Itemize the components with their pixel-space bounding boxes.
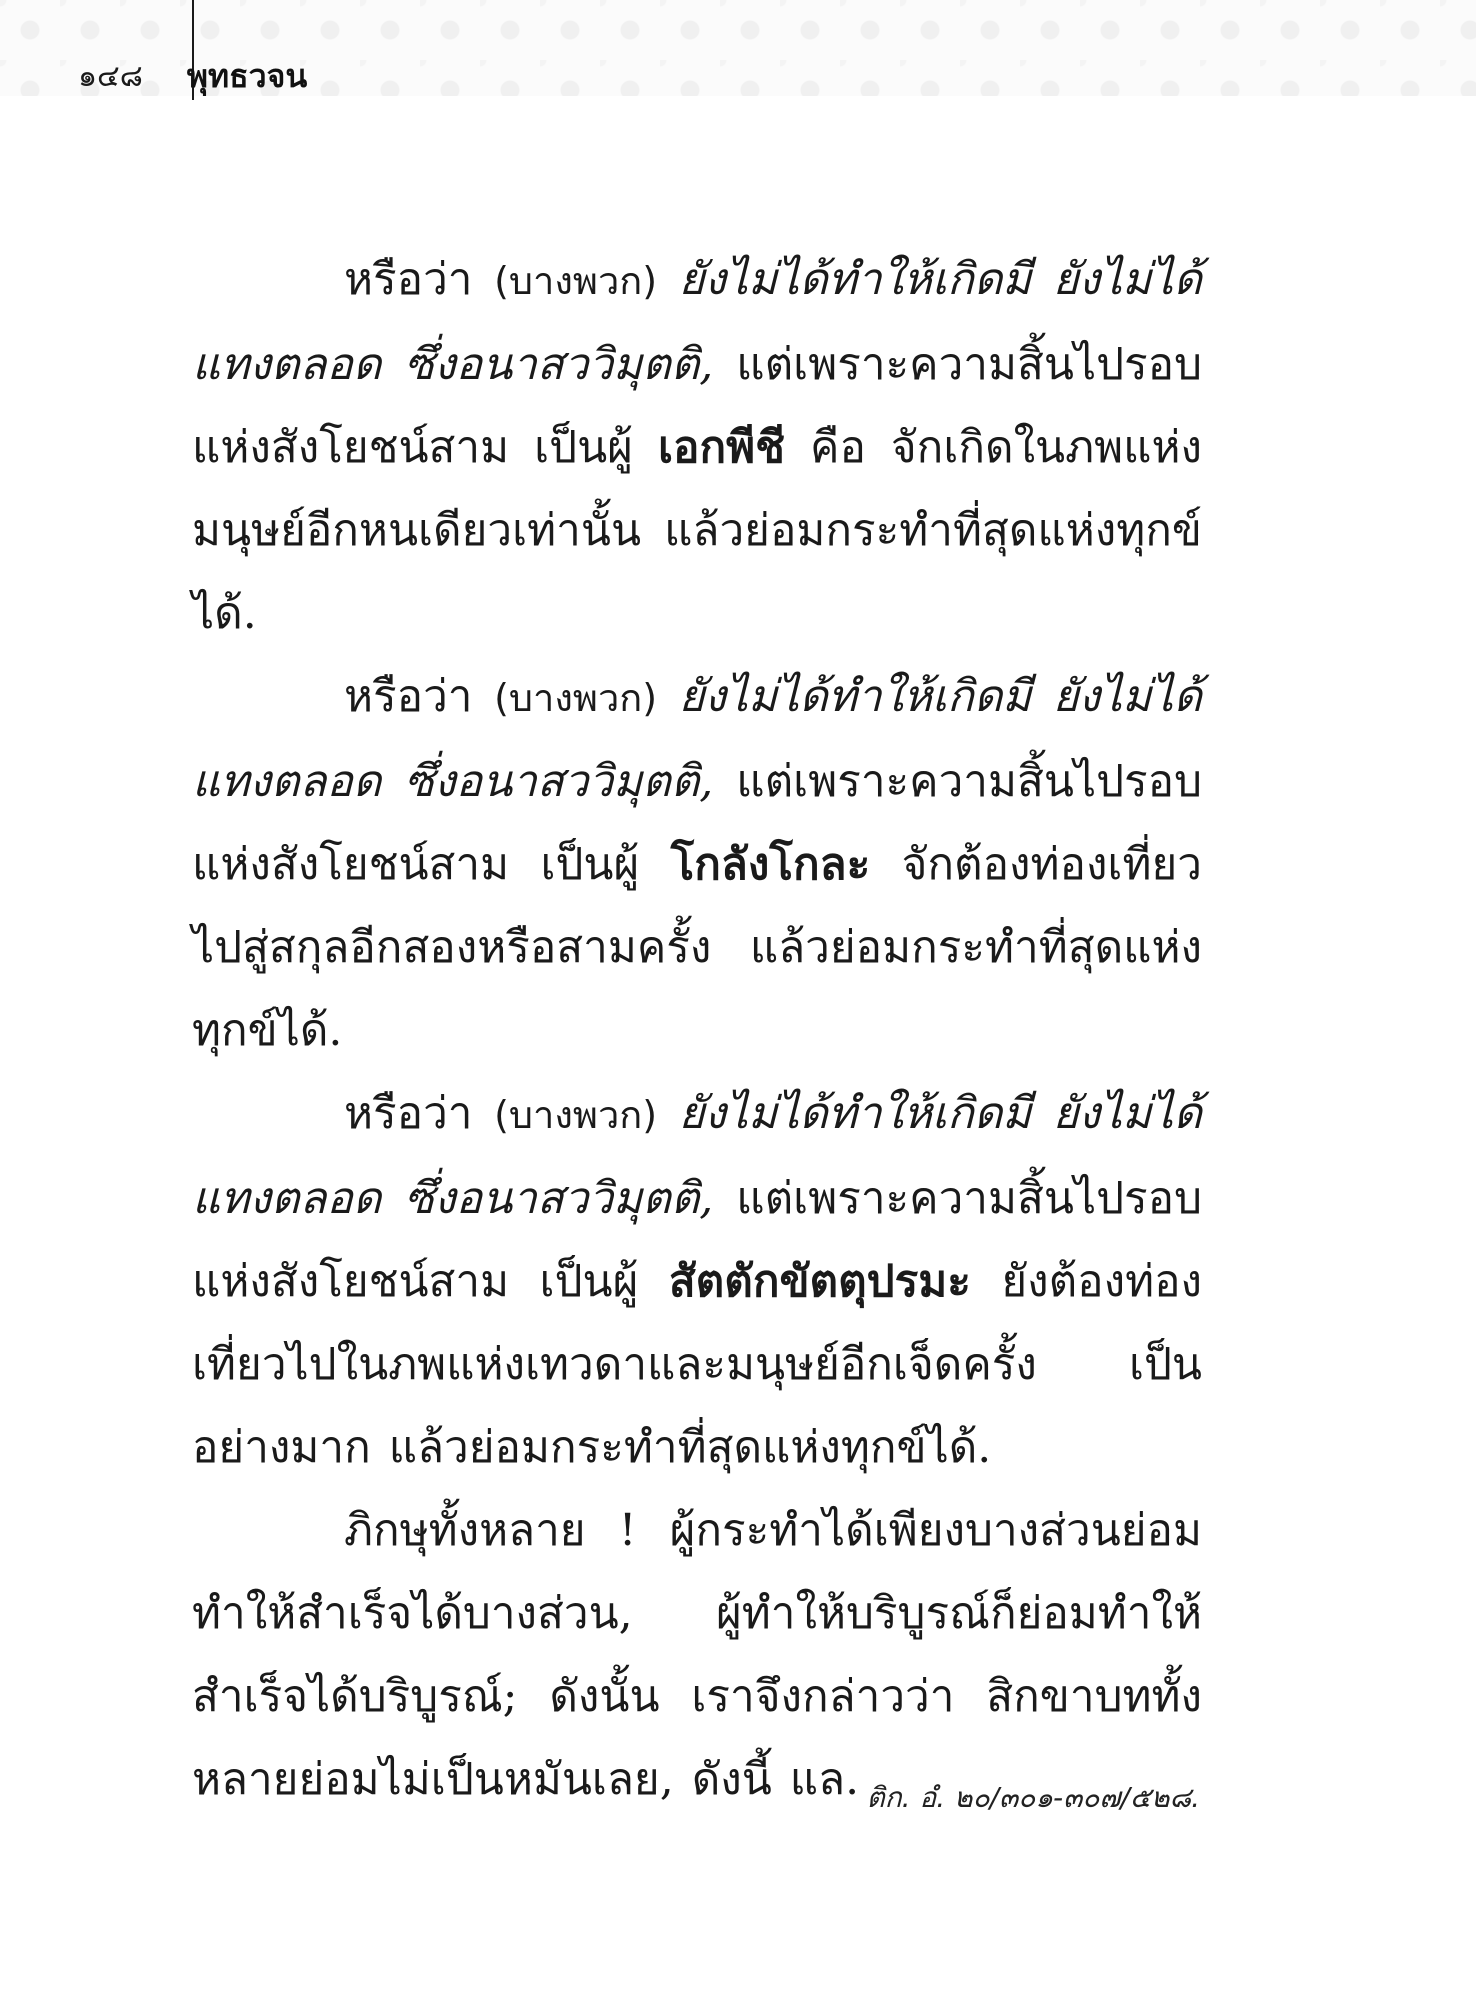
paragraph-bold-term: สัตตักขัตตุปรมะ [668, 1256, 971, 1307]
paragraph-parenthetical: (บางพวก) [494, 259, 658, 303]
paragraph-parenthetical: (บางพวก) [494, 676, 658, 720]
paragraph-text: แต่เพราะความสิ้นไปรอบแห่งสังโยชน์สาม เป็นผู้ [192, 756, 1202, 890]
paragraph-lead: หรือว่า [344, 671, 473, 722]
page-body [192, 238, 1202, 1821]
paragraph-italic-phrase: ยังไม่ได้ทำให้เกิดมี ยังไม่ได้แทงตลอด ซึ่งอนาสววิมุตติ, [192, 1088, 1202, 1224]
paragraph-italic-phrase: ยังไม่ได้ทำให้เกิดมี ยังไม่ได้แทงตลอด ซึ่งอนาสววิมุตติ, [192, 671, 1202, 807]
paragraph-text: ยังต้องท่องเที่ยวไปในภพแห่งเทวดาและมนุษย์อีกเจ็ดครั้ง เป็นอย่างมาก แล้วย่อมกระทำที่สุดแห่งทุกข์ได้. [192, 1256, 1202, 1473]
paragraph-lead: หรือว่า [344, 1088, 473, 1139]
paragraph-ekabiji [192, 238, 1202, 655]
paragraph-text: จักต้องท่องเที่ยวไปสู่สกุลอีกสองหรือสามครั้ง แล้วย่อมกระทำที่สุดแห่งทุกข์ได้. [192, 839, 1202, 1056]
paragraph-text: คือ จักเกิดในภพแห่งมนุษย์อีกหนเดียวเท่านั้น แล้วย่อมกระทำที่สุดแห่งทุกข์ได้. [192, 422, 1202, 639]
page-header [78, 46, 307, 106]
paragraph-bold-term: โกลังโกละ [670, 839, 871, 890]
book-title: พุทธวจน [186, 56, 308, 95]
paragraph-kolankola [192, 655, 1202, 1072]
scripture-citation: ติก. อํ. ๒๐/๓๐๑-๓๐๗/๕๒๘. [866, 1781, 1200, 1814]
paragraph-italic-phrase: ยังไม่ได้ทำให้เกิดมี ยังไม่ได้แทงตลอด ซึ่งอนาสววิมุตติ, [192, 254, 1202, 390]
paragraph-text: แต่เพราะความสิ้นไปรอบแห่งสังโยชน์สาม เป็นผู้ [192, 339, 1202, 473]
paragraph-conclusion: ภิกษุทั้งหลาย ! ผู้กระทำได้เพียงบางส่วนย่อมทำให้สำเร็จได้บางส่วน, ผู้ทำให้บริบูรณ์ก็ย่อมทำให้สำเร็จได้บริบูรณ์; ดังนั้น เราจึงกล่าวว่า สิกขาบททั้งหลายย่อมไม่เป็นหมันเลย, ดังนี้ แล. [192, 1505, 1202, 1805]
page-number: ๑๔๘ [78, 58, 143, 94]
paragraph-bold-term: เอกพีชี [658, 422, 785, 473]
paragraph-text: แต่เพราะความสิ้นไปรอบแห่งสังโยชน์สาม เป็นผู้ [192, 1173, 1202, 1307]
paragraph-lead: หรือว่า [344, 254, 473, 305]
paragraph-parenthetical: (บางพวก) [494, 1093, 658, 1137]
paragraph-sattakkhattuparama [192, 1072, 1202, 1489]
